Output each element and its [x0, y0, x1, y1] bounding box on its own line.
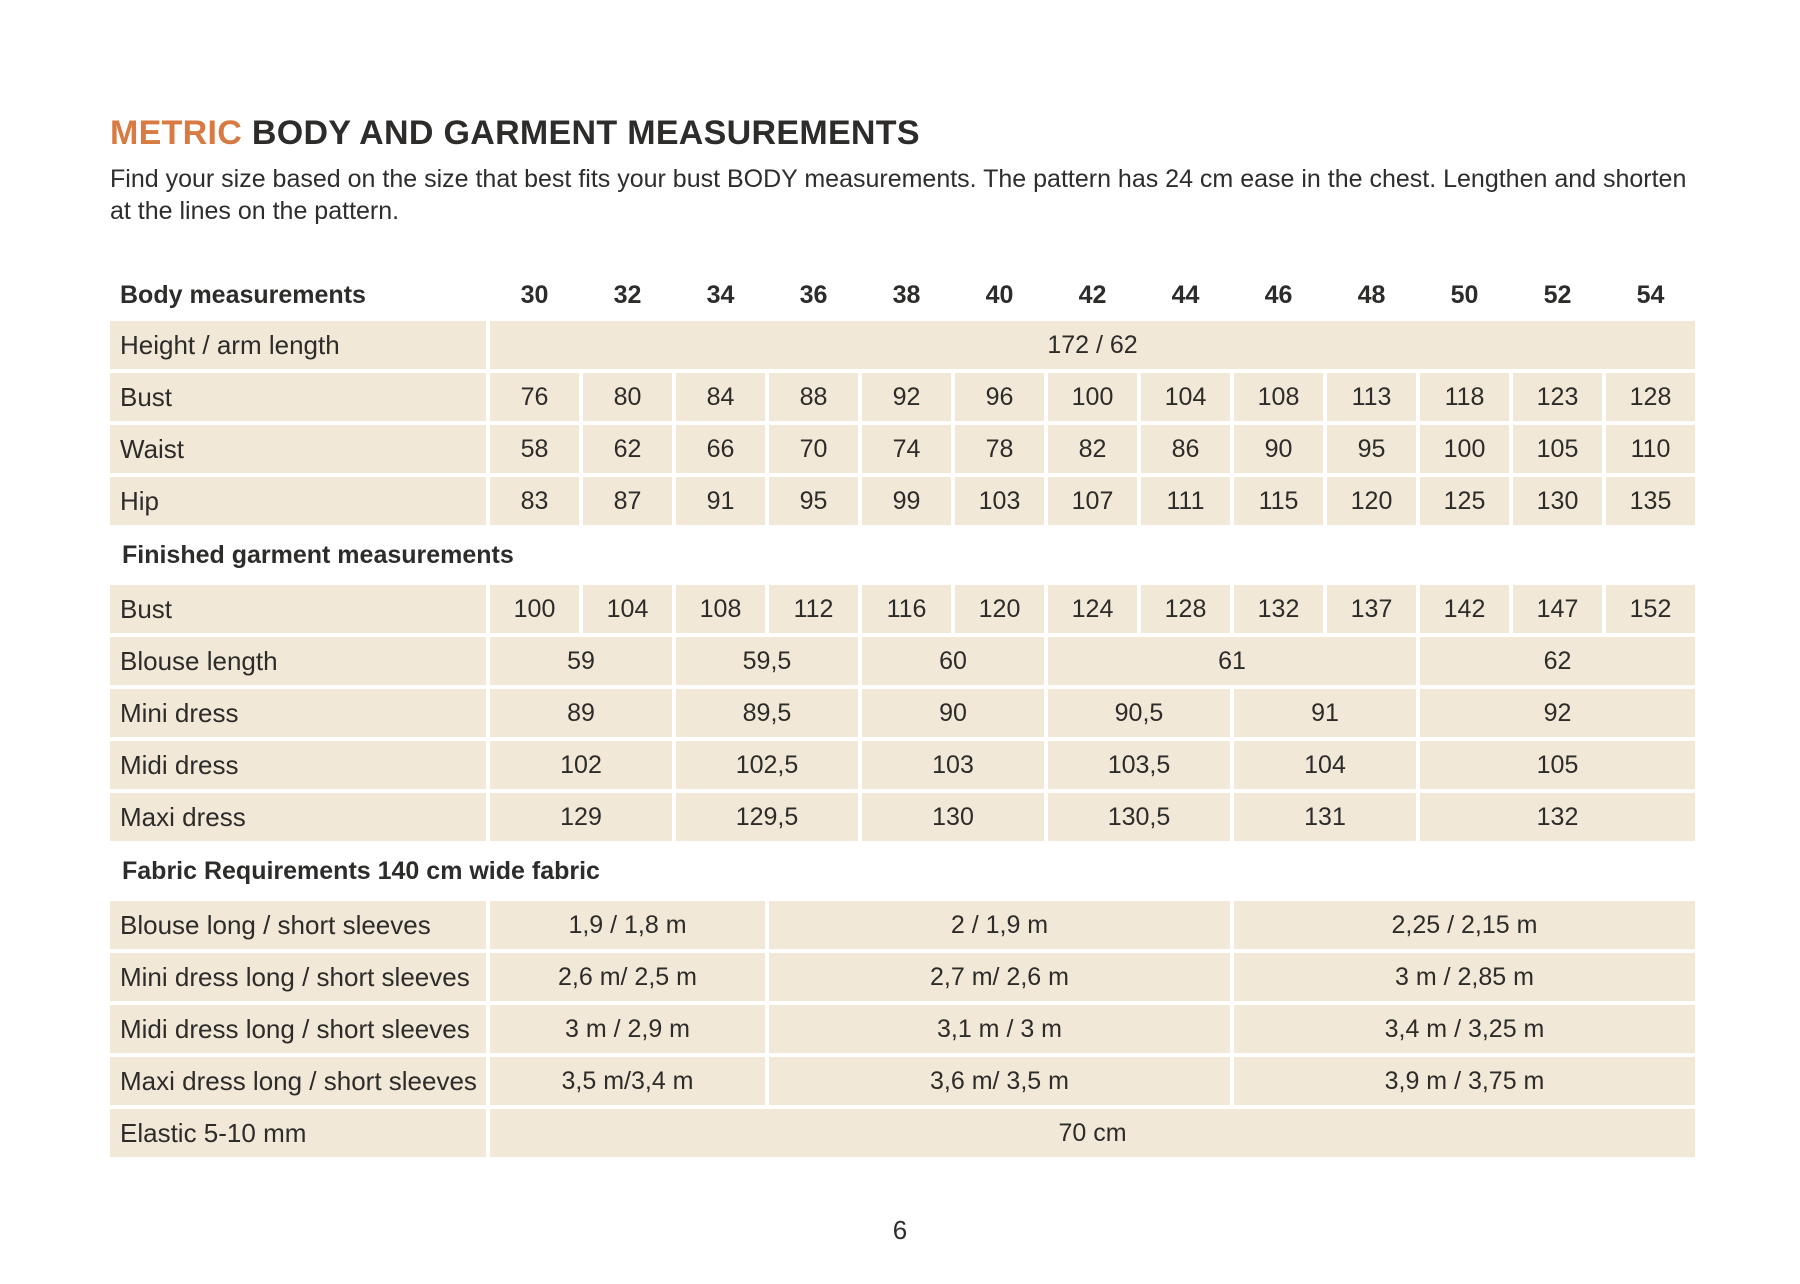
- content-area: [110, 114, 1710, 1161]
- data-cell: 103,5: [1048, 741, 1230, 789]
- row-label: Hip: [110, 477, 486, 525]
- data-cell: 124: [1048, 585, 1137, 633]
- table-row: [110, 741, 1695, 789]
- section-heading: Finished garment measurements: [122, 540, 514, 569]
- data-cell: 105: [1420, 741, 1695, 789]
- data-cell: 92: [1420, 689, 1695, 737]
- size-header-cell: 54: [1636, 280, 1665, 309]
- section-heading-row: [110, 529, 1695, 581]
- data-cell: 147: [1513, 585, 1602, 633]
- size-header-cell: 46: [1264, 280, 1293, 309]
- data-cell: 58: [490, 425, 579, 473]
- data-cell: 104: [1141, 373, 1230, 421]
- table-row: [110, 1057, 1695, 1105]
- data-cell: 87: [583, 477, 672, 525]
- size-header-cell: 34: [706, 280, 735, 309]
- data-cell: 102: [490, 741, 672, 789]
- row-label: Waist: [110, 425, 486, 473]
- page-title: [110, 114, 1710, 152]
- data-cell: 120: [955, 585, 1044, 633]
- data-cell: 60: [862, 637, 1044, 685]
- row-label: Mini dress long / short sleeves: [110, 953, 486, 1001]
- data-cell: 128: [1141, 585, 1230, 633]
- data-cell: 59,5: [676, 637, 858, 685]
- size-header-cell: 44: [1171, 280, 1200, 309]
- section-heading-row: [110, 845, 1695, 897]
- page-title-accent: METRIC: [110, 114, 243, 152]
- data-cell: 102,5: [676, 741, 858, 789]
- data-cell: 3,4 m / 3,25 m: [1234, 1005, 1695, 1053]
- row-label: Mini dress: [110, 689, 486, 737]
- table-row: [110, 637, 1695, 685]
- data-cell: 115: [1234, 477, 1323, 525]
- page-title-main: BODY AND GARMENT MEASUREMENTS: [242, 114, 920, 152]
- size-header-row: [110, 273, 1695, 317]
- size-header-label: Body measurements: [120, 280, 366, 309]
- data-cell: 2 / 1,9 m: [769, 901, 1230, 949]
- data-cell: 3,6 m/ 3,5 m: [769, 1057, 1230, 1105]
- data-cell: 100: [1048, 373, 1137, 421]
- data-cell: 2,25 / 2,15 m: [1234, 901, 1695, 949]
- data-cell: 132: [1420, 793, 1695, 841]
- data-cell: 125: [1420, 477, 1509, 525]
- data-cell: 118: [1420, 373, 1509, 421]
- data-cell: 123: [1513, 373, 1602, 421]
- data-cell: 152: [1606, 585, 1695, 633]
- data-cell: 130: [1513, 477, 1602, 525]
- row-label: Blouse length: [110, 637, 486, 685]
- size-header-cell: 48: [1357, 280, 1386, 309]
- data-cell: 66: [676, 425, 765, 473]
- data-cell: 3,9 m / 3,75 m: [1234, 1057, 1695, 1105]
- row-label: Bust: [110, 585, 486, 633]
- data-cell: 142: [1420, 585, 1509, 633]
- data-cell: 62: [583, 425, 672, 473]
- section-heading: Fabric Requirements 140 cm wide fabric: [122, 856, 600, 885]
- row-label: Height / arm length: [110, 321, 486, 369]
- data-cell: 3 m / 2,9 m: [490, 1005, 765, 1053]
- data-cell: 95: [769, 477, 858, 525]
- table-row: [110, 901, 1695, 949]
- data-cell: 74: [862, 425, 951, 473]
- intro-paragraph: Find your size based on the size that best fits your bust BODY measurements. The pattern has 24 cm ease in the chest. Lengthen and shorten at the lines on the pattern.: [110, 165, 1687, 225]
- data-cell: 100: [490, 585, 579, 633]
- data-cell: 95: [1327, 425, 1416, 473]
- data-cell: 3,5 m/3,4 m: [490, 1057, 765, 1105]
- row-label: Midi dress long / short sleeves: [110, 1005, 486, 1053]
- size-header-cell: 40: [985, 280, 1014, 309]
- data-cell: 108: [676, 585, 765, 633]
- data-cell: 113: [1327, 373, 1416, 421]
- row-label: Maxi dress long / short sleeves: [110, 1057, 486, 1105]
- data-cell: 100: [1420, 425, 1509, 473]
- data-cell: 70 cm: [490, 1109, 1695, 1157]
- size-header-cell: 32: [613, 280, 642, 309]
- data-cell: 2,6 m/ 2,5 m: [490, 953, 765, 1001]
- data-cell: 111: [1141, 477, 1230, 525]
- data-cell: 116: [862, 585, 951, 633]
- data-cell: 130: [862, 793, 1044, 841]
- data-cell: 107: [1048, 477, 1137, 525]
- data-cell: 59: [490, 637, 672, 685]
- row-label: Bust: [110, 373, 486, 421]
- data-cell: 1,9 / 1,8 m: [490, 901, 765, 949]
- data-cell: 108: [1234, 373, 1323, 421]
- data-cell: 86: [1141, 425, 1230, 473]
- size-header-cell: 38: [892, 280, 921, 309]
- table-row: [110, 689, 1695, 737]
- data-cell: 90,5: [1048, 689, 1230, 737]
- data-cell: 70: [769, 425, 858, 473]
- data-cell: 89: [490, 689, 672, 737]
- row-label: Maxi dress: [110, 793, 486, 841]
- data-cell: 91: [1234, 689, 1416, 737]
- data-cell: 135: [1606, 477, 1695, 525]
- data-cell: 78: [955, 425, 1044, 473]
- data-cell: 88: [769, 373, 858, 421]
- data-cell: 84: [676, 373, 765, 421]
- size-header-cell: 50: [1450, 280, 1479, 309]
- table-row: [110, 953, 1695, 1001]
- data-cell: 172 / 62: [490, 321, 1695, 369]
- table-row: [110, 425, 1695, 473]
- data-cell: 104: [1234, 741, 1416, 789]
- data-cell: 3 m / 2,85 m: [1234, 953, 1695, 1001]
- size-header-cell: 42: [1078, 280, 1107, 309]
- size-header-cell: 30: [520, 280, 549, 309]
- data-cell: 90: [1234, 425, 1323, 473]
- data-cell: 131: [1234, 793, 1416, 841]
- row-label: Blouse long / short sleeves: [110, 901, 486, 949]
- table-row: [110, 793, 1695, 841]
- data-cell: 62: [1420, 637, 1695, 685]
- data-cell: 91: [676, 477, 765, 525]
- table-row: [110, 1109, 1695, 1157]
- data-cell: 130,5: [1048, 793, 1230, 841]
- size-header-cell: 52: [1543, 280, 1572, 309]
- row-label: Midi dress: [110, 741, 486, 789]
- table-row: [110, 585, 1695, 633]
- data-cell: 80: [583, 373, 672, 421]
- data-cell: 92: [862, 373, 951, 421]
- size-header-cell: 36: [799, 280, 828, 309]
- data-cell: 3,1 m / 3 m: [769, 1005, 1230, 1053]
- data-cell: 99: [862, 477, 951, 525]
- measurements-table: [106, 269, 1699, 1161]
- data-cell: 103: [955, 477, 1044, 525]
- data-cell: 120: [1327, 477, 1416, 525]
- table-row: [110, 373, 1695, 421]
- data-cell: 2,7 m/ 2,6 m: [769, 953, 1230, 1001]
- data-cell: 96: [955, 373, 1044, 421]
- data-cell: 82: [1048, 425, 1137, 473]
- data-cell: 103: [862, 741, 1044, 789]
- table-row: [110, 477, 1695, 525]
- data-cell: 132: [1234, 585, 1323, 633]
- data-cell: 76: [490, 373, 579, 421]
- data-cell: 89,5: [676, 689, 858, 737]
- data-cell: 110: [1606, 425, 1695, 473]
- data-cell: 112: [769, 585, 858, 633]
- data-cell: 129,5: [676, 793, 858, 841]
- row-label: Elastic 5-10 mm: [110, 1109, 486, 1157]
- data-cell: 90: [862, 689, 1044, 737]
- data-cell: 128: [1606, 373, 1695, 421]
- data-cell: 104: [583, 585, 672, 633]
- table-row: [110, 1005, 1695, 1053]
- data-cell: 61: [1048, 637, 1416, 685]
- data-cell: 105: [1513, 425, 1602, 473]
- table-row: [110, 321, 1695, 369]
- data-cell: 129: [490, 793, 672, 841]
- page-number: 6: [892, 1215, 908, 1245]
- data-cell: 83: [490, 477, 579, 525]
- data-cell: 137: [1327, 585, 1416, 633]
